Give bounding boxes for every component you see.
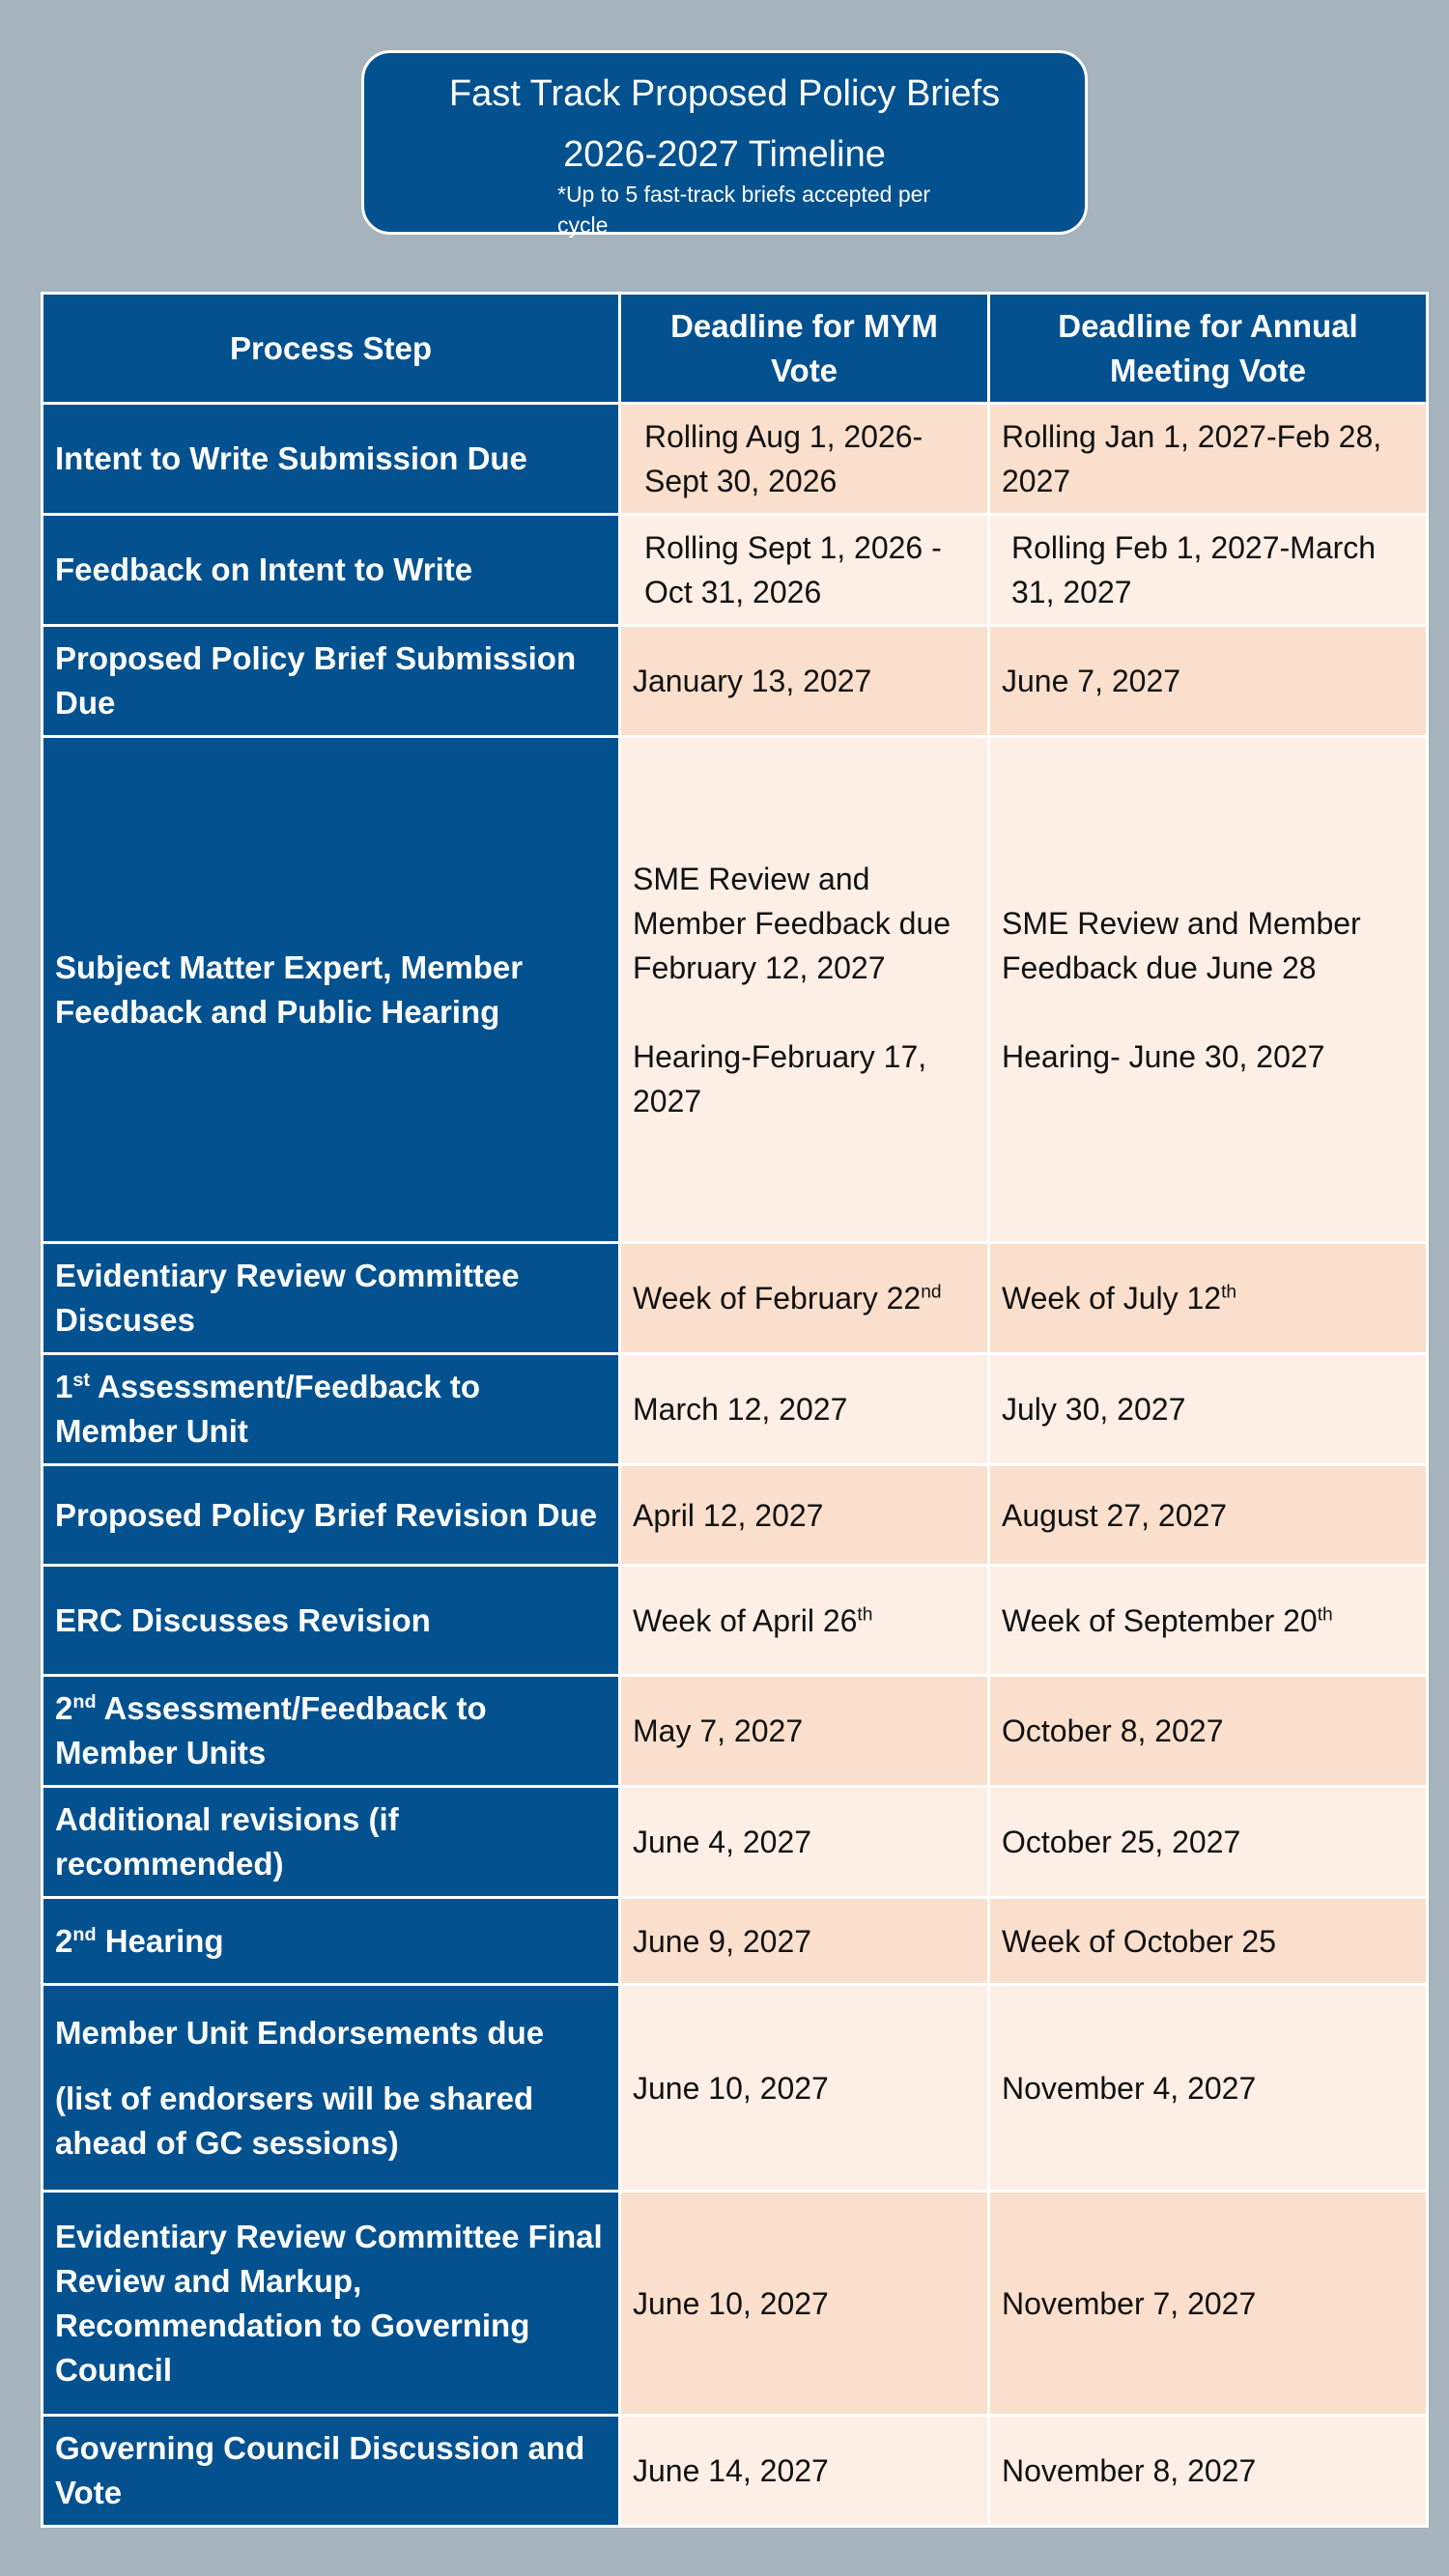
table-header-row	[43, 294, 1428, 404]
step-cell: Additional revisions (if recommended)	[43, 1787, 620, 1898]
annual-cell: October 25, 2027	[989, 1787, 1428, 1898]
annual-ordinal: th	[1221, 1282, 1237, 1303]
step-cell: Intent to Write Submission Due	[43, 404, 620, 515]
step-cell: Proposed Policy Brief Revision Due	[43, 1465, 620, 1566]
table-row	[43, 1243, 1428, 1354]
mym-cell	[620, 1566, 989, 1676]
mym-ordinal: th	[857, 1603, 873, 1625]
mym-cell: June 9, 2027	[620, 1898, 989, 1985]
annual-cell: July 30, 2027	[989, 1354, 1428, 1465]
table-row	[43, 737, 1428, 1243]
timeline-table	[41, 292, 1429, 2528]
table-row	[43, 1985, 1428, 2192]
annual-review-text: SME Review and Member Feedback due June 28	[1002, 905, 1361, 985]
step-note: (list of endorsers will be shared ahead of GC sessions)	[55, 2080, 534, 2161]
mym-text: Week of February 22	[633, 1281, 922, 1316]
step-cell: Feedback on Intent to Write	[43, 515, 620, 626]
mym-review-text: SME Review and Member Feedback due February 12, 2027	[633, 861, 952, 985]
step-cell: Subject Matter Expert, Member Feedback and Public Hearing	[43, 737, 620, 1243]
table-row	[43, 1787, 1428, 1898]
mym-cell: January 13, 2027	[620, 626, 989, 737]
mym-cell: May 7, 2027	[620, 1676, 989, 1787]
header-mym-deadline: Deadline for MYM Vote	[620, 294, 989, 404]
table-row	[43, 1676, 1428, 1787]
title-line-1: Fast Track Proposed Policy Briefs	[448, 73, 1001, 114]
mym-cell: March 12, 2027	[620, 1354, 989, 1465]
mym-hearing-text: Hearing-February 17, 2027	[633, 1038, 927, 1118]
mym-cell	[620, 1243, 989, 1354]
step-ordinal: nd	[72, 1923, 97, 1945]
annual-ordinal: th	[1317, 1603, 1333, 1625]
title-box	[361, 50, 1088, 238]
mym-cell: June 10, 2027	[620, 2192, 989, 2416]
table-row	[43, 1566, 1428, 1676]
annual-cell: Rolling Feb 1, 2027-March 31, 2027	[989, 515, 1428, 626]
step-cell	[43, 1898, 620, 1985]
step-cell: Evidentiary Review Committee Discuses	[43, 1243, 620, 1354]
annual-cell: October 8, 2027	[989, 1676, 1428, 1787]
table-row	[43, 1465, 1428, 1566]
step-ordinal: st	[72, 1370, 90, 1391]
header-annual-deadline: Deadline for Annual Meeting Vote	[989, 294, 1428, 404]
table-row	[43, 2416, 1428, 2527]
step-cell	[43, 1354, 620, 1465]
table-row	[43, 1898, 1428, 1985]
step-cell: Evidentiary Review Committee Final Review and Markup, Recommendation to Governing Council	[43, 2192, 620, 2416]
annual-hearing-text: Hearing- June 30, 2027	[1002, 1038, 1325, 1074]
table-row	[43, 515, 1428, 626]
annual-cell: June 7, 2027	[989, 626, 1428, 737]
step-ordinal: nd	[72, 1691, 97, 1713]
step-cell: Proposed Policy Brief Submission Due	[43, 626, 620, 737]
annual-cell: Week of October 25	[989, 1898, 1428, 1985]
step-number: 1	[55, 1369, 73, 1404]
annual-cell: August 27, 2027	[989, 1465, 1428, 1566]
mym-cell: June 14, 2027	[620, 2416, 989, 2527]
annual-text: Week of July 12	[1002, 1281, 1222, 1316]
mym-ordinal: nd	[921, 1282, 942, 1303]
mym-cell	[620, 737, 989, 1243]
mym-cell: Rolling Sept 1, 2026 -Oct 31, 2026	[620, 515, 989, 626]
step-text: Assessment/Feedback to Member Unit	[55, 1369, 481, 1449]
step-text: Hearing	[96, 1922, 224, 1959]
annual-text: Week of September 20	[1002, 1602, 1318, 1638]
step-cell: ERC Discusses Revision	[43, 1566, 620, 1676]
mym-text: Week of April 26	[633, 1602, 858, 1638]
table-row	[43, 2192, 1428, 2416]
mym-cell: June 10, 2027	[620, 1985, 989, 2192]
annual-cell: Rolling Jan 1, 2027-Feb 28, 2027	[989, 404, 1428, 515]
table-row	[43, 404, 1428, 515]
step-cell: Governing Council Discussion and Vote	[43, 2416, 620, 2527]
step-number: 2	[55, 1690, 73, 1726]
title-note: *Up to 5 fast-track briefs accepted per cycle	[557, 182, 931, 238]
step-cell	[43, 1676, 620, 1787]
table-row	[43, 1354, 1428, 1465]
step-cell	[43, 1985, 620, 2192]
title-line-2: 2026-2027 Timeline	[563, 134, 886, 175]
table-row	[43, 626, 1428, 737]
annual-cell	[989, 1243, 1428, 1354]
mym-cell: June 4, 2027	[620, 1787, 989, 1898]
annual-cell	[989, 1566, 1428, 1676]
step-number: 2	[55, 1922, 73, 1959]
mym-cell: Rolling Aug 1, 2026-Sept 30, 2026	[620, 404, 989, 515]
step-text: Member Unit Endorsements due	[55, 2014, 545, 2051]
annual-cell	[989, 737, 1428, 1243]
mym-cell: April 12, 2027	[620, 1465, 989, 1566]
annual-cell: November 4, 2027	[989, 1985, 1428, 2192]
annual-cell: November 7, 2027	[989, 2192, 1428, 2416]
header-process-step: Process Step	[43, 294, 620, 404]
step-text: Assessment/Feedback to Member Units	[55, 1690, 487, 1770]
annual-cell: November 8, 2027	[989, 2416, 1428, 2527]
